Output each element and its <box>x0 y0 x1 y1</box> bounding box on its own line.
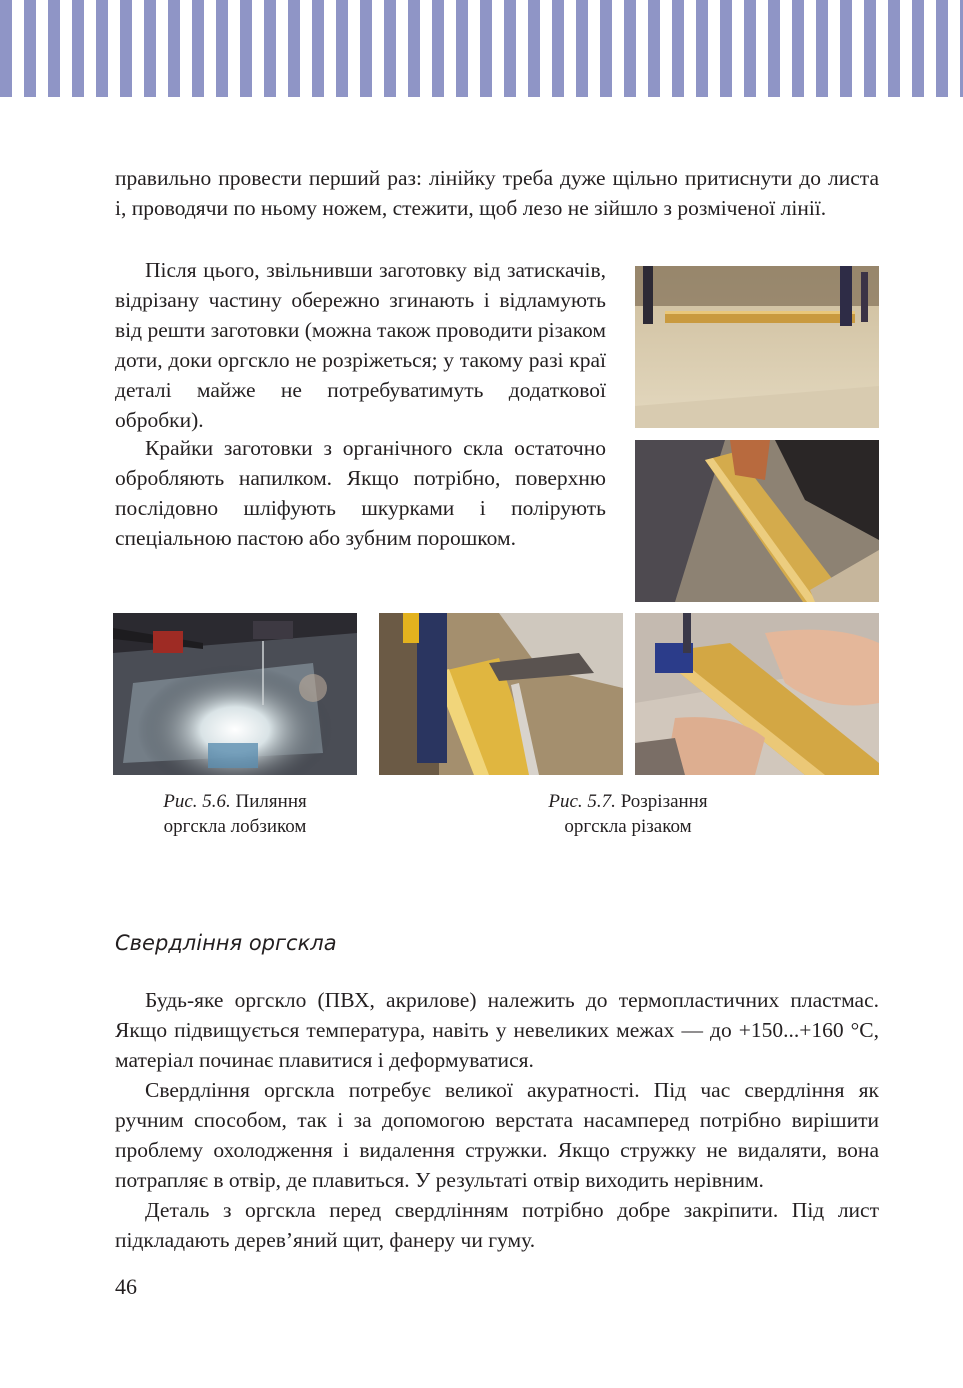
paragraph-drilling-care: Свердління оргскла потребує великої акуратності. Під час свердління як ручним способом, так і за допомогою верстата насамперед потрібно вирішити проблему охолодження і видалення стружки. Якщо стружку не видаляти, вона потрапляє в отвір, де плавиться. У результаті отвір виходить нерівним. <box>115 1078 879 1192</box>
figure-caption-line1: Розрізання <box>620 791 708 812</box>
figure-caption-5-6 <box>113 789 357 839</box>
photo-hand-ruler <box>635 613 879 775</box>
page-number: 46 <box>115 1274 137 1299</box>
paragraph-continued: правильно провести перший раз: лінійку треба дуже щільно притиснути до листа і, проводячи по ньому ножем, стежити, щоб лезо не зійшло з розміченої лінії. <box>115 166 879 220</box>
paragraph-fixing-part: Деталь з оргскла перед свердлінням потрібно добре закріпити. Під лист підкладають дерев’яний щит, фанеру чи гуму. <box>115 1198 879 1252</box>
section-heading: Свердління оргскла <box>115 931 337 955</box>
figure-label: Рис. 5.6. <box>163 791 231 812</box>
paragraph-edge-finishing: Крайки заготовки з органічного скла остаточно обробляють напилком. Якщо потрібно, поверхню послідовно шліфують шкурками і полірують спеціальною пастою або зубним порошком. <box>115 436 606 550</box>
figure-caption-line1: Пиляння <box>235 791 307 812</box>
photo-jigsaw-cutting <box>113 613 357 775</box>
photo-cutting-along-ruler <box>635 440 879 602</box>
photo-ruler-clamped <box>635 266 879 428</box>
paragraph-thermoplastic: Будь-яке оргскло (ПВХ, акрилове) належить до термопластичних пластмас. Якщо підвищується температура, навіть у невеликих межах — до +150...+160 °С, матеріал починає плавитися і деформуватися. <box>115 988 879 1072</box>
decorative-stripe-header <box>0 0 963 97</box>
figure-label: Рис. 5.7. <box>548 791 616 812</box>
figure-caption-5-7 <box>500 789 756 839</box>
photo-clamp-cutter <box>379 613 623 775</box>
figure-caption-line2: оргскла різаком <box>564 816 692 837</box>
paragraph-breaking-off: Після цього, звільнивши заготовку від затискачів, відрізану частину обережно згинають і відламують від решти заготовки (можна також проводити різаком доти, доки оргскло не розріжеться; у такому разі краї деталі майже не потребуватимуть додаткової обробки). <box>115 258 606 432</box>
figure-caption-line2: оргскла лобзиком <box>163 816 307 837</box>
